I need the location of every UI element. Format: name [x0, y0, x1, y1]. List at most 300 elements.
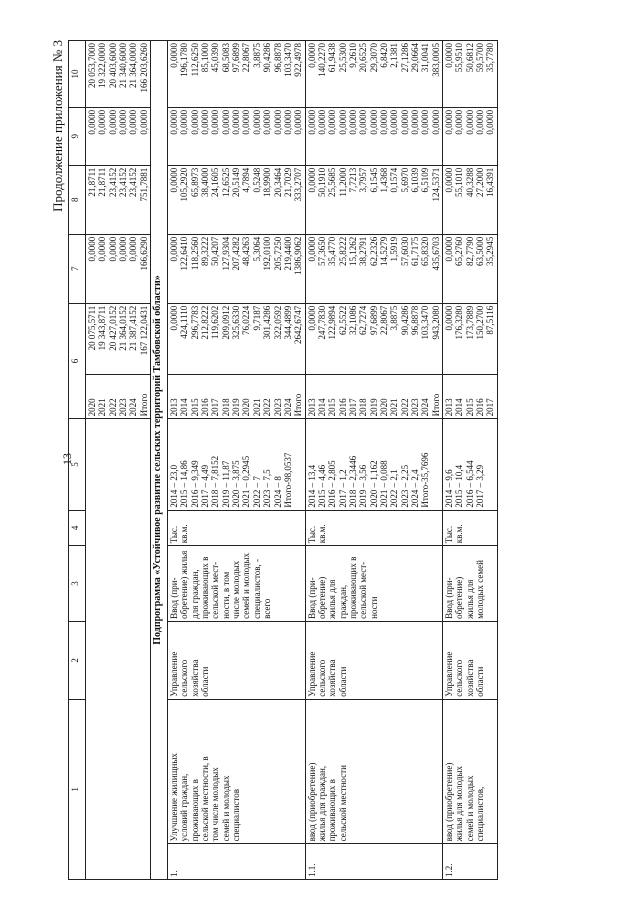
line-item: 20 075,5711: [87, 305, 97, 351]
line-item: кв.м.: [316, 524, 327, 544]
line-item: Итого: [138, 393, 149, 417]
line-item: 247,7830: [316, 305, 327, 340]
line-item: 0,0000: [306, 167, 317, 193]
line-item: 21 364,0152: [118, 305, 129, 351]
line-item: 383,0005: [430, 43, 441, 77]
line-item: 167 122,0431: [138, 305, 149, 356]
line-item: 2020: [241, 398, 252, 417]
line-item: 0,0000: [306, 236, 317, 262]
row-number: 1.: [168, 844, 305, 880]
line-item: ности: [368, 596, 379, 619]
line-item: 25,5300: [337, 43, 348, 73]
line-item: 50,1910: [316, 167, 327, 197]
row-c6: [305, 303, 442, 374]
line-item: 2022: [262, 398, 273, 417]
line-item: 0,0000: [430, 109, 441, 135]
line-item: 9,2610: [347, 43, 358, 68]
line-item: 38,2791: [358, 236, 369, 266]
row-executor: [305, 621, 442, 699]
line-item: 2022: [107, 398, 118, 417]
line-item: 0,0000: [210, 109, 221, 135]
line-item: 87,5116: [485, 305, 496, 335]
line-item: 2014: [179, 398, 190, 417]
line-item: 0,0000: [444, 305, 454, 331]
line-item: 12,6525: [220, 167, 231, 197]
line-item: 35,2945: [485, 236, 496, 266]
line-item: Управление: [444, 651, 454, 697]
line-item: 219,4400: [282, 236, 293, 271]
line-item: хозяйства: [327, 659, 338, 697]
row-c7: [443, 234, 498, 303]
line-item: 2024: [420, 398, 431, 417]
line-item: 2017: [347, 398, 358, 417]
line-item: 124,5371: [430, 167, 441, 202]
line-item: 19 322,0000: [97, 43, 108, 88]
column-number-row: [69, 41, 86, 880]
line-item: 32,1086: [347, 305, 358, 335]
line-item: 2014 – 23,0: [169, 464, 180, 508]
line-item: обретение) жилья: [179, 550, 190, 619]
line-item: 0,0000: [327, 109, 338, 135]
col-head-7: 7: [69, 234, 86, 303]
top-c8: [86, 165, 151, 234]
line-item: 24,1605: [210, 167, 221, 197]
row-number: 1.2.: [443, 844, 498, 880]
table-row-top: [86, 41, 151, 880]
line-item: 0,0000: [169, 305, 180, 331]
line-item: 424,1110: [179, 305, 190, 339]
line-item: 2024 – 2,4: [409, 469, 420, 508]
line-item: области: [337, 666, 348, 697]
line-item: 0,0000: [231, 109, 242, 135]
line-item: 2023 – 7,5: [262, 469, 273, 508]
line-item: 112,6250: [189, 43, 200, 77]
col-head-10: 10: [69, 41, 86, 108]
line-item: 45,0390: [210, 43, 221, 73]
line-item: 2013: [169, 398, 180, 417]
table-row: [168, 41, 305, 880]
table-row: [305, 41, 442, 880]
line-item: 21,8711: [97, 167, 108, 197]
line-item: 0,0000: [169, 43, 180, 68]
row-c8: [168, 165, 305, 234]
line-item: 2020: [87, 398, 97, 417]
line-item: Ввод (при-: [306, 577, 317, 619]
line-item: проживающих в: [200, 556, 211, 619]
line-item: 2024: [128, 398, 139, 417]
line-item: 0,0000: [282, 109, 293, 135]
line-item: 0,0000: [306, 305, 317, 331]
line-item: 2016: [200, 398, 211, 417]
line-item: кв.м.: [179, 524, 190, 544]
top-c6: [86, 303, 151, 374]
line-item: 943,2080: [430, 305, 441, 340]
line-item: 2014 – 9,6: [444, 469, 454, 508]
line-item: хозяйства: [464, 659, 475, 697]
line-item: 21 387,4152: [128, 305, 139, 351]
line-item: 0,0000: [444, 43, 454, 68]
line-item: 3,8875: [251, 43, 262, 68]
line-item: сельской мест-: [358, 561, 369, 619]
row-c9: [168, 107, 305, 165]
line-item: 0,0000: [87, 109, 97, 135]
line-item: том числе молодых: [210, 767, 221, 842]
line-item: 2017 – 1,2: [337, 469, 348, 508]
row-unit: [168, 510, 305, 546]
line-item: ности, в том: [220, 571, 231, 619]
line-item: 0,0000: [200, 109, 211, 135]
line-item: 6,5109: [420, 167, 431, 193]
line-item: 150,2700: [475, 305, 486, 340]
line-item: 38,4000: [200, 167, 211, 197]
line-item: жилья для молодых: [454, 765, 465, 842]
line-item: сельского: [179, 659, 190, 697]
line-item: 140,2270: [316, 43, 327, 77]
line-item: 27,2000: [475, 167, 486, 197]
line-item: 435,6703: [430, 236, 441, 271]
line-item: 0,0000: [444, 167, 454, 193]
row-years: [168, 374, 305, 419]
col-head-4: 4: [69, 510, 86, 546]
line-item: 0,5248: [251, 167, 262, 193]
line-item: 2019: [231, 398, 242, 417]
line-item: 50,4207: [210, 236, 221, 266]
line-item: 2018 – 2,3446: [347, 455, 358, 508]
row-c7: [168, 234, 305, 303]
line-item: 2023: [272, 398, 283, 417]
row-c7: [305, 234, 442, 303]
line-item: 2019 – 3,56: [358, 464, 369, 508]
line-item: 325,6330: [231, 305, 242, 340]
line-item: Итого-35,7696: [420, 452, 431, 508]
line-item: 20 403,6000: [107, 43, 118, 88]
line-item: 2013: [444, 398, 454, 417]
line-item: 2015: [189, 398, 200, 417]
line-item: 0,0000: [306, 43, 317, 68]
line-item: 0,0000: [179, 109, 190, 135]
line-item: 3,7957: [358, 167, 369, 193]
line-item: 118,2560: [189, 236, 200, 271]
line-item: условий граждан,: [179, 773, 190, 842]
line-item: 35,4770: [327, 236, 338, 266]
line-item: 2016 – 6,544: [464, 460, 475, 508]
col-head-9: 9: [69, 107, 86, 165]
line-item: семей и молодых: [220, 775, 231, 842]
row-c8: [443, 165, 498, 234]
line-item: 2020 – 3,875: [231, 460, 242, 508]
line-item: 89,3222: [200, 236, 211, 266]
line-item: Управление: [169, 651, 180, 697]
line-item: 9,7187: [251, 305, 262, 331]
row-indicator: [168, 546, 305, 622]
col-head-3: 3: [69, 546, 86, 622]
line-item: 166 203,6260: [138, 43, 149, 93]
line-item: 2021 – 0,088: [378, 460, 389, 508]
line-item: 0,0000: [444, 109, 454, 135]
line-item: 2019 – 11,87: [220, 460, 231, 508]
line-item: 2015: [464, 398, 475, 417]
line-item: хозяйства: [189, 659, 200, 697]
line-item: 0,0000: [464, 109, 475, 135]
line-item: 0,0000: [358, 109, 369, 135]
line-item: 0,0000: [454, 109, 465, 135]
line-item: 0,0000: [189, 109, 200, 135]
line-item: 196,1780: [179, 43, 190, 77]
line-item: 119,6202: [210, 305, 221, 340]
line-item: 2024 – 8: [272, 476, 283, 508]
row-indicator-values: [443, 419, 498, 510]
line-item: 103,3470: [282, 43, 293, 77]
line-item: 212,8222: [200, 305, 211, 340]
line-item: 301,4286: [262, 305, 273, 340]
line-item: 55,9510: [454, 43, 465, 73]
line-item: области: [200, 666, 211, 697]
line-item: 0,0000: [251, 109, 262, 135]
line-item: 0,0000: [97, 236, 108, 262]
line-item: специалистов: [231, 789, 242, 842]
line-item: 18,9900: [262, 167, 273, 197]
line-item: сельской мест-: [210, 561, 221, 619]
subprogram-row: [151, 41, 168, 880]
line-item: проживающих в: [347, 556, 358, 619]
line-item: семей и молодых: [464, 775, 475, 842]
line-item: 344,4899: [282, 305, 293, 340]
line-item: 62,7274: [358, 305, 369, 335]
line-item: 2,1381: [389, 43, 400, 68]
line-item: всего: [262, 598, 273, 619]
row-indicator: [305, 546, 442, 622]
line-item: 2016 – 9,349: [189, 460, 200, 508]
line-item: 6,8420: [378, 43, 389, 68]
line-item: Итого: [293, 393, 304, 417]
line-item: 0,0000: [128, 236, 139, 262]
line-item: 2017: [210, 398, 221, 417]
line-item: 122,6410: [179, 236, 190, 271]
col-head-8: 8: [69, 165, 86, 234]
line-item: ввод (приобретение): [306, 762, 317, 842]
line-item: кв.м.: [454, 524, 465, 544]
line-item: 0,0000: [107, 236, 118, 262]
line-item: 20 053,7000: [87, 43, 97, 88]
line-item: 0,0000: [241, 109, 252, 135]
line-item: 2016: [337, 398, 348, 417]
line-item: 90,4286: [399, 305, 410, 335]
line-item: 173,7889: [464, 305, 475, 340]
line-item: 0,0000: [169, 109, 180, 135]
row-years: [305, 374, 442, 419]
line-item: Тыс.: [169, 525, 180, 544]
line-item: 29,3070: [368, 43, 379, 73]
line-item: 55,1010: [454, 167, 465, 197]
line-item: обретение): [316, 576, 327, 619]
row-c10: [443, 41, 498, 108]
line-item: 0,0000: [262, 109, 273, 135]
line-item: 20,5149: [231, 167, 242, 197]
line-item: 2015 – 10,4: [454, 464, 465, 508]
line-item: 27,1286: [399, 43, 410, 73]
top-c7: [86, 234, 151, 303]
line-item: Ввод (при-: [444, 577, 454, 619]
line-item: 0,0000: [409, 109, 420, 135]
line-item: 82,7790: [464, 236, 475, 266]
line-item: 50,6812: [464, 43, 475, 73]
row-years: [443, 374, 498, 419]
top-years: [86, 374, 151, 419]
line-item: 0,0000: [87, 236, 97, 262]
line-item: граждан,: [337, 584, 348, 619]
line-item: 15,1262: [347, 236, 358, 266]
line-item: 2020: [378, 398, 389, 417]
line-item: 21,8711: [87, 167, 97, 197]
line-item: 127,9304: [220, 236, 231, 271]
line-item: Тыс.: [444, 525, 454, 544]
line-item: 166,6290: [138, 236, 149, 271]
page-number: 13: [60, 453, 74, 465]
line-item: 5,6970: [399, 167, 410, 193]
line-item: 0,0000: [306, 109, 317, 135]
line-item: 2015: [327, 398, 338, 417]
line-item: 0,0000: [337, 109, 348, 135]
line-item: 0,0000: [138, 109, 149, 135]
line-item: 205,7250: [272, 236, 283, 271]
line-item: 922,4978: [293, 43, 304, 77]
line-item: 23,4152: [107, 167, 118, 197]
line-item: 2017: [485, 398, 496, 417]
line-item: 0,0000: [316, 109, 327, 135]
line-item: обретение): [454, 576, 465, 619]
line-item: 0,0000: [272, 109, 283, 135]
line-item: 2642,6747: [293, 305, 304, 344]
line-item: 62,2326: [368, 236, 379, 266]
line-item: 0,0000: [378, 109, 389, 135]
row-name: [168, 699, 305, 844]
line-item: 5,3064: [251, 236, 262, 262]
line-item: 2021: [97, 398, 108, 417]
line-item: 322,0592: [272, 305, 283, 340]
line-item: Итого-98,0537: [282, 452, 293, 508]
line-item: 2021: [389, 398, 400, 417]
line-item: 7,7213: [347, 167, 358, 193]
line-item: 96,8878: [272, 43, 283, 73]
line-item: 25,8222: [337, 236, 348, 266]
line-item: 59,5700: [475, 43, 486, 73]
line-item: ввод (приобретение): [444, 762, 454, 842]
col-head-2: 2: [69, 621, 86, 699]
line-item: 1,5919: [389, 236, 400, 262]
line-item: 3,8875: [389, 305, 400, 331]
line-item: 2022: [399, 398, 410, 417]
line-item: 65,8973: [189, 167, 200, 197]
line-item: 2017 – 3,29: [475, 464, 486, 508]
line-item: 0,0000: [444, 236, 454, 262]
line-item: 97,6899: [231, 43, 242, 73]
line-item: 31,0041: [420, 43, 431, 73]
row-c6: [443, 303, 498, 374]
line-item: 2018: [220, 398, 231, 417]
line-item: 48,4263: [241, 236, 252, 266]
line-item: 176,3280: [454, 305, 465, 340]
line-item: 0,0000: [420, 109, 431, 135]
line-item: 0,0000: [118, 236, 129, 262]
line-item: 2014 – 13,4: [306, 464, 317, 508]
line-item: 1,4368: [378, 167, 389, 193]
subprogram-title: Подпрограмма «Устойчивое развитие сельских территорий Тамбовской области»: [151, 41, 168, 880]
line-item: 2020 – 1,162: [368, 460, 379, 508]
row-number: 1.1.: [305, 844, 442, 880]
line-item: Улучшение жилищных: [169, 753, 180, 842]
line-item: 296,7783: [189, 305, 200, 340]
line-item: 65,2760: [454, 236, 465, 266]
line-item: 29,0664: [409, 43, 420, 73]
line-item: 122,9894: [327, 305, 338, 340]
line-item: 2017 – 4,49: [200, 464, 211, 508]
row-name: [305, 699, 442, 844]
col-head-1: 1: [69, 699, 86, 879]
line-item: 68,5083: [220, 43, 231, 73]
line-item: 22,8067: [241, 43, 252, 73]
line-item: жилья для граждан,: [316, 765, 327, 842]
line-item: 14,5279: [378, 236, 389, 266]
col-head-5: 5: [69, 419, 86, 510]
line-item: 0,0000: [485, 109, 496, 135]
line-item: 21 364,0000: [128, 43, 139, 88]
line-item: 19 343,8711: [97, 305, 108, 351]
col-head-6: 6: [69, 303, 86, 419]
row-executor: [443, 621, 498, 699]
line-item: 6,1039: [409, 167, 420, 193]
line-item: области: [475, 666, 486, 697]
line-item: Управление: [306, 651, 317, 697]
line-item: 0,0000: [399, 109, 410, 135]
line-item: 0,0000: [220, 109, 231, 135]
line-item: 85,1000: [200, 43, 211, 73]
line-item: молодых семей: [475, 560, 486, 619]
line-item: 4,7894: [241, 167, 252, 193]
line-item: 2018 – 7,8152: [210, 455, 221, 508]
line-item: 2023: [409, 398, 420, 417]
appendix-note: Продолжение приложения № 3: [50, 40, 65, 212]
line-item: проживающих в: [189, 779, 200, 842]
line-item: жилья для: [464, 579, 475, 619]
line-item: 0,0000: [293, 109, 304, 135]
line-item: 96,8878: [409, 305, 420, 335]
line-item: 23,4152: [128, 167, 139, 197]
line-item: 2018: [358, 398, 369, 417]
program-table: [68, 40, 498, 880]
line-item: 2021: [251, 398, 262, 417]
line-item: 90,4286: [262, 43, 273, 73]
line-item: 57,6030: [399, 236, 410, 266]
line-item: 2015 – 14,86: [179, 460, 190, 508]
line-item: 35,7780: [485, 43, 496, 73]
line-item: жилья для: [327, 579, 338, 619]
line-item: сельского: [316, 659, 327, 697]
table-row: [443, 41, 498, 880]
line-item: 11,2000: [337, 167, 348, 197]
line-item: 2022 – 2,1: [389, 469, 400, 508]
row-unit: [305, 510, 442, 546]
line-item: 97,6899: [368, 305, 379, 335]
row-indicator: [443, 546, 498, 622]
line-item: специалистов, -: [251, 558, 262, 619]
line-item: 21,7029: [282, 167, 293, 197]
line-item: 76,0224: [241, 305, 252, 335]
line-item: 61,7175: [409, 236, 420, 266]
line-item: для граждан,: [189, 569, 200, 619]
line-item: 25,5685: [327, 167, 338, 197]
line-item: 2021 – 0,2945: [241, 455, 252, 508]
line-item: Итого: [430, 393, 441, 417]
